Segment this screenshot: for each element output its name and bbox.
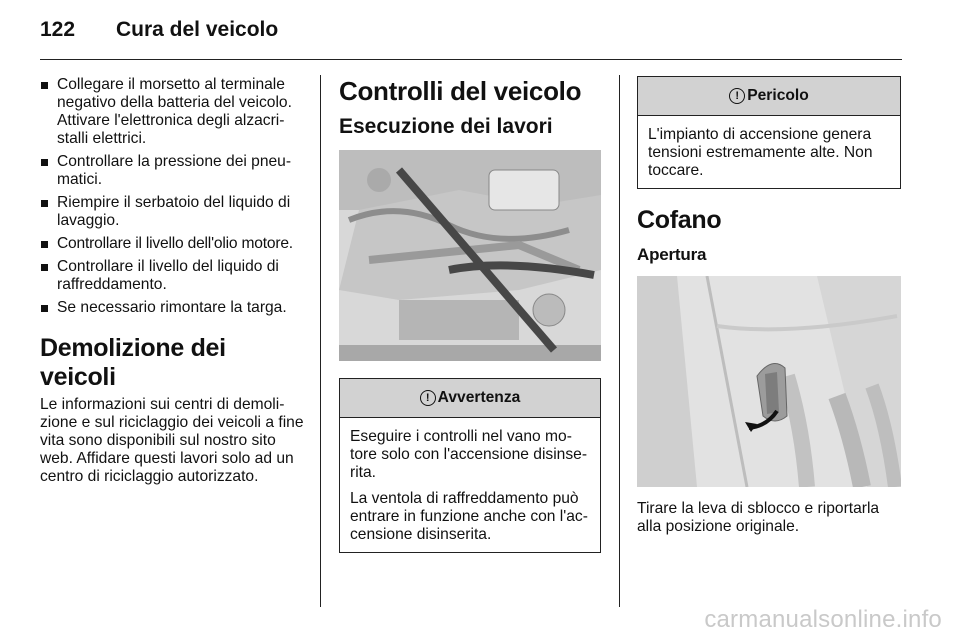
list-item: Controllare il livello dell'olio motore. bbox=[40, 235, 304, 253]
warning-paragraph: La ventola di raffreddamento può entrare in funzione anche con l'ac-censione disinserita. bbox=[350, 490, 588, 543]
hood-release-lever-illustration bbox=[637, 276, 901, 487]
heading-controlli: Controlli del veicolo bbox=[339, 76, 582, 106]
column-2 bbox=[339, 76, 601, 553]
bullet-square-icon bbox=[41, 305, 48, 312]
watermark: carmanualsonline.info bbox=[704, 606, 942, 633]
heading-cofano: Cofano bbox=[637, 206, 722, 234]
checklist bbox=[40, 76, 304, 317]
danger-header: ! Pericolo bbox=[638, 77, 900, 116]
list-item: Riempire il serbatoio del liquido di lavaggio. bbox=[40, 194, 304, 230]
section-title: Cura del veicolo bbox=[116, 18, 279, 41]
subheading-apertura: Apertura bbox=[637, 245, 707, 264]
page-number: 122 bbox=[40, 18, 76, 41]
danger-paragraph: L'impianto di accensione genera tensioni estremamente alte. Non toccare. bbox=[648, 126, 873, 179]
danger-body bbox=[638, 116, 900, 188]
column-1 bbox=[40, 76, 304, 486]
bullet-square-icon bbox=[41, 82, 48, 89]
list-item: Controllare la pressione dei pneu-matici. bbox=[40, 153, 304, 189]
subheading-esecuzione: Esecuzione dei lavori bbox=[339, 115, 553, 138]
bullet-square-icon bbox=[41, 159, 48, 166]
warning-icon: ! bbox=[420, 390, 436, 406]
demolizione-paragraph: Le informazioni sui centri di demoli-zione e sul riciclaggio dei veicoli a fine vita sono disponibili sul nostro sito web. Affidare questi lavori solo ad un centro di riciclaggio autorizzato. bbox=[40, 396, 304, 485]
warning-body bbox=[340, 418, 600, 552]
column-3 bbox=[637, 76, 901, 536]
heading-demolizione: Demolizione dei veicoli bbox=[40, 334, 226, 391]
column-divider-2 bbox=[619, 75, 620, 607]
engine-bay-illustration bbox=[339, 150, 601, 361]
warning-paragraph: Eseguire i controlli nel vano mo-tore solo con l'accensione disinse-rita. bbox=[350, 428, 588, 481]
bullet-square-icon bbox=[41, 264, 48, 271]
warning-icon: ! bbox=[729, 88, 745, 104]
bullet-square-icon bbox=[41, 200, 48, 207]
list-item: Controllare il livello del liquido di raffreddamento. bbox=[40, 258, 304, 294]
bullet-square-icon bbox=[41, 241, 48, 248]
list-item: Se necessario rimontare la targa. bbox=[40, 299, 304, 317]
hood-caption: Tirare la leva di sblocco e riportarla alla posizione originale. bbox=[637, 500, 880, 535]
warning-header: ! Avvertenza bbox=[340, 379, 600, 418]
header-rule bbox=[40, 59, 902, 60]
column-divider-1 bbox=[320, 75, 321, 607]
danger-box bbox=[637, 76, 901, 189]
warning-box bbox=[339, 378, 601, 553]
list-item: Collegare il morsetto al terminale negativo della batteria del veicolo. Attivare l'elettronica degli alzacri-stalli elettrici. bbox=[40, 76, 304, 148]
